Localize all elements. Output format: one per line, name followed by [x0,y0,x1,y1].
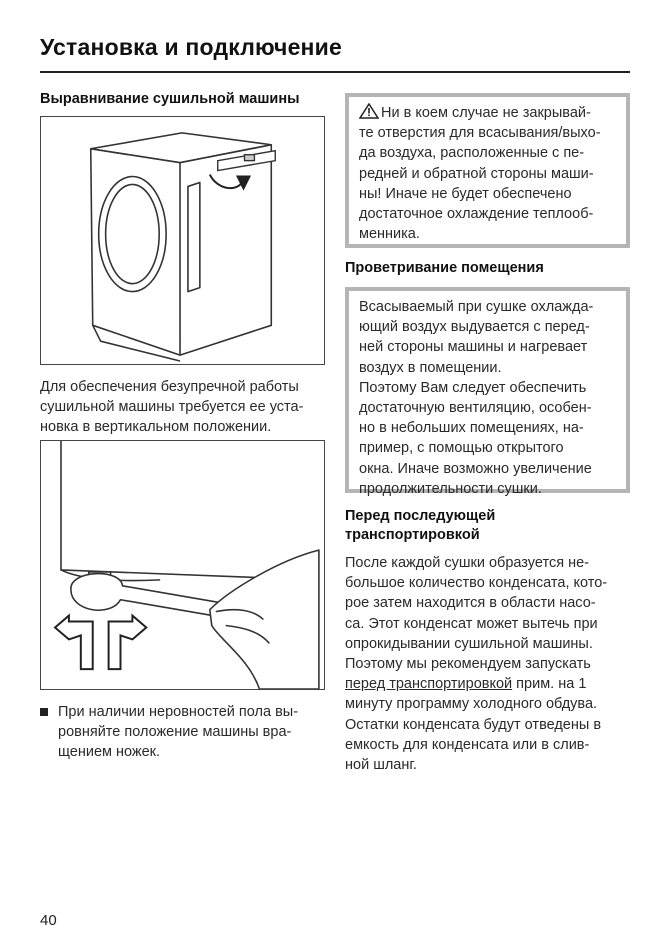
warning-line: да воздуха, расположенные с пе- [359,145,585,162]
leveling-intro [40,377,330,438]
warning-line: редней и обратной стороны маши- [359,165,594,182]
transport-line: Остатки конденсата будут отведены в [345,716,602,733]
ventilation-box [345,287,630,497]
ventilation-line: пример, с помощью открытого [359,440,564,457]
title-divider [40,71,630,73]
transport-line: опрокидывании сушильной машины. [345,635,593,652]
transport-line: большое количество конденсата, кото- [345,575,608,592]
leveling-feet-illustration [40,440,325,690]
ventilation-line: Всасываемый при сушке охлажда- [359,299,594,315]
intro-line: Для обеспечения безупречной работы [40,379,299,395]
warning-line: достаточное охлаждение теплооб- [359,206,594,223]
ventilation-line: воздух в помещении. [359,359,502,376]
transport-heading-line: транспортировкой [345,527,480,543]
transport-heading-line: Перед последующей [345,508,496,524]
ventilation-line: окна. Иначе возможно увеличение [359,460,592,477]
warning-line: те отверстия для всасывания/выхо- [359,125,601,142]
bullet-square [40,708,48,716]
warning-line: менника. [359,226,420,243]
transport-paragraph [345,553,635,775]
page-title: Установка и подключение [40,34,342,60]
warning-line: Ни в коем случае не закрывай- [381,105,591,121]
section-heading-ventilation: Проветривание помещения [345,260,544,276]
page-number: 40 [40,912,57,929]
warning-line-first [359,103,626,123]
ventilation-line: продолжительности сушки. [359,480,542,497]
ventilation-line: Поэтому Вам следует обеспечить [359,379,587,396]
dryer-illustration [40,116,325,365]
warning-line: ны! Иначе не будет обеспечено [359,185,572,202]
dryer-drawing [41,117,324,364]
transport-line: минуту программу холодного обдува. [345,696,598,713]
intro-line: новка в вертикальном положении. [40,419,272,436]
transport-line: рое затем находится в области насо- [345,595,596,612]
transport-line: са. Этот конденсат может вытечь при [345,615,598,632]
bullet-line: щением ножек. [58,744,161,761]
transport-line: емкость для конденсата или в слив- [345,736,590,753]
bullet-line: ровняйте положение машины вра- [58,724,292,741]
warning-box [345,93,630,248]
warning-triangle-icon [359,103,379,119]
leveling-bullet [40,702,330,763]
bullet-line: При наличии неровностей пола вы- [58,704,299,720]
ventilation-line: но в небольших помещениях, на- [359,420,584,437]
section-heading-leveling: Выравнивание сушильной машины [40,91,300,107]
transport-link[interactable]: перед транспортировкой [345,676,513,693]
ventilation-line: ющий воздух выдувается с перед- [359,319,590,336]
intro-line: сушильной машины требуется ее уста- [40,399,304,416]
transport-line: ной шланг. [345,757,417,774]
ventilation-line: ней стороны машины и нагревает [359,339,588,356]
transport-link-suffix: прим. на 1 [512,676,587,693]
ventilation-line: достаточную вентиляцию, особен- [359,400,592,417]
transport-line-with-link [345,674,635,694]
transport-line: Поэтому мы рекомендуем запускать [345,656,591,673]
transport-line: После каждой сушки образуется не- [345,555,589,571]
section-heading-transport [345,507,495,545]
feet-drawing [41,441,324,689]
